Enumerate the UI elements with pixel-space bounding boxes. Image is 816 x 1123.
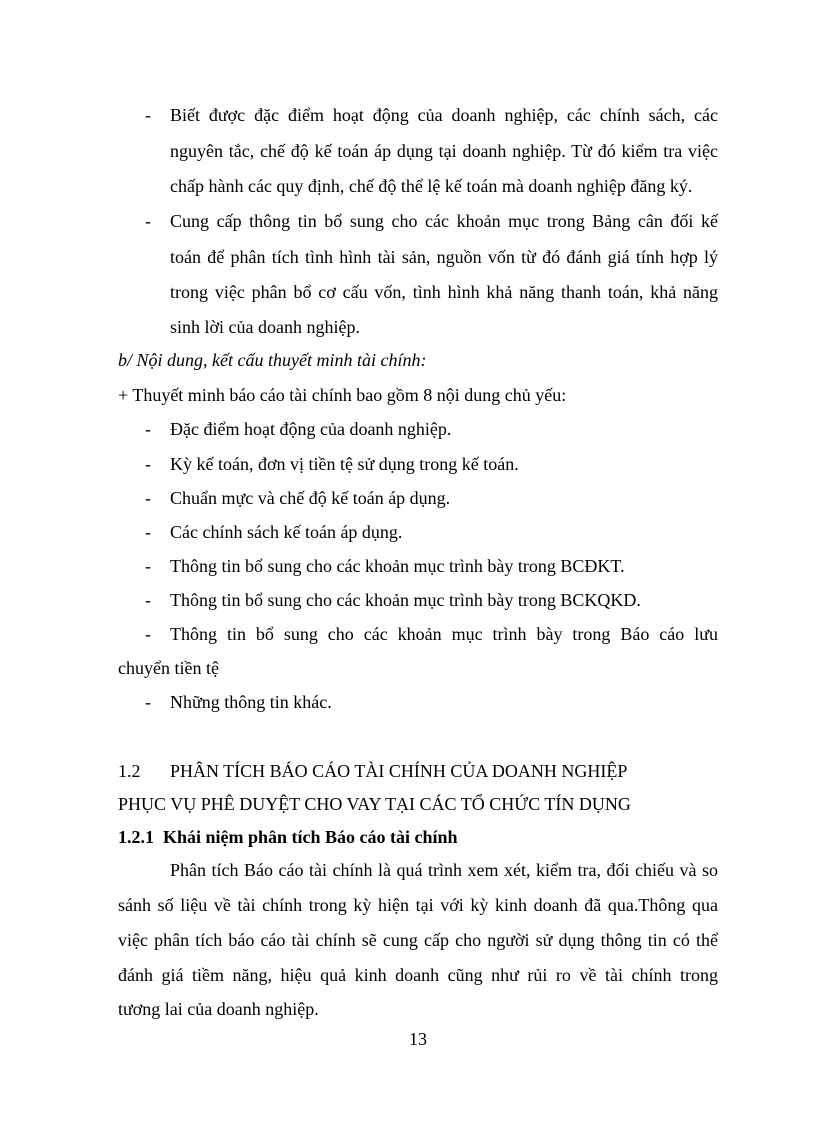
page-number: 13 bbox=[409, 1029, 427, 1049]
paragraph-line-4: đánh giá tiềm năng, hiệu quả kinh doanh cũng như rủi ro về tài chính trong bbox=[118, 965, 718, 985]
intro-line: + Thuyết minh báo cáo tài chính bao gồm 8 nội dung chủ yếu: bbox=[118, 385, 567, 405]
content-item-continuation: chuyển tiền tệ bbox=[118, 658, 219, 678]
bullet-2-line-2: toán để phân tích tình hình tài sản, nguồn vốn từ đó đánh giá tính hợp lý bbox=[170, 247, 718, 267]
bullet-dash: - bbox=[145, 419, 151, 439]
paragraph-line-2: sánh số liệu về tài chính trong kỳ hiện tại với kỳ kinh doanh đã qua.Thông qua bbox=[118, 895, 718, 915]
content-item: Những thông tin khác. bbox=[170, 692, 332, 712]
subheading-b: b/ Nội dung, kết cấu thuyết minh tài chính: bbox=[118, 350, 427, 370]
bullet-dash: - bbox=[145, 624, 151, 644]
subsection-heading: 1.2.1 Khái niệm phân tích Báo cáo tài chính bbox=[118, 827, 458, 847]
bullet-2-line-3: trong việc phân bổ cơ cấu vốn, tình hình khả năng thanh toán, khả năng bbox=[170, 282, 718, 302]
bullet-dash: - bbox=[145, 692, 151, 712]
content-item: Thông tin bổ sung cho các khoản mục trình bày trong BCKQKD. bbox=[170, 590, 641, 610]
bullet-1-line-3: chấp hành các quy định, chế độ thể lệ kế toán mà doanh nghiệp đăng ký. bbox=[170, 176, 693, 196]
paragraph-line-1: Phân tích Báo cáo tài chính là quá trình xem xét, kiểm tra, đối chiếu và so bbox=[170, 860, 718, 880]
bullet-1-line-1: Biết được đặc điểm hoạt động của doanh nghiệp, các chính sách, các bbox=[170, 105, 718, 125]
content-item: Kỳ kế toán, đơn vị tiền tệ sử dụng trong kế toán. bbox=[170, 454, 519, 474]
bullet-2-line-4: sinh lời của doanh nghiệp. bbox=[170, 317, 360, 337]
bullet-2-line-1: Cung cấp thông tin bổ sung cho các khoản mục trong Bảng cân đối kế bbox=[170, 211, 718, 231]
content-item: Thông tin bổ sung cho các khoản mục trình bày trong BCĐKT. bbox=[170, 556, 625, 576]
content-item: Thông tin bổ sung cho các khoản mục trình bày trong Báo cáo lưu bbox=[170, 624, 718, 644]
paragraph-line-3: việc phân tích báo cáo tài chính sẽ cung cấp cho người sử dụng thông tin có thể bbox=[118, 930, 718, 950]
bullet-dash: - bbox=[145, 105, 151, 125]
bullet-dash: - bbox=[145, 488, 151, 508]
content-item: Các chính sách kế toán áp dụng. bbox=[170, 522, 403, 542]
paragraph-line-5: tương lai của doanh nghiệp. bbox=[118, 999, 319, 1019]
bullet-1-line-2: nguyên tắc, chế độ kế toán áp dụng tại doanh nghiệp. Từ đó kiểm tra việc bbox=[170, 141, 718, 161]
bullet-dash: - bbox=[145, 590, 151, 610]
section-title-line-1: PHÂN TÍCH BÁO CÁO TÀI CHÍNH CỦA DOANH NGHIỆP bbox=[170, 761, 628, 781]
bullet-dash: - bbox=[145, 454, 151, 474]
bullet-dash: - bbox=[145, 556, 151, 576]
bullet-dash: - bbox=[145, 522, 151, 542]
content-item: Chuẩn mực và chế độ kế toán áp dụng. bbox=[170, 488, 451, 508]
content-item: Đặc điểm hoạt động của doanh nghiệp. bbox=[170, 419, 452, 439]
section-number: 1.2 bbox=[118, 761, 141, 781]
section-title-line-2: PHỤC VỤ PHÊ DUYỆT CHO VAY TẠI CÁC TỔ CHỨC TÍN DỤNG bbox=[118, 794, 631, 814]
bullet-dash: - bbox=[145, 211, 151, 231]
